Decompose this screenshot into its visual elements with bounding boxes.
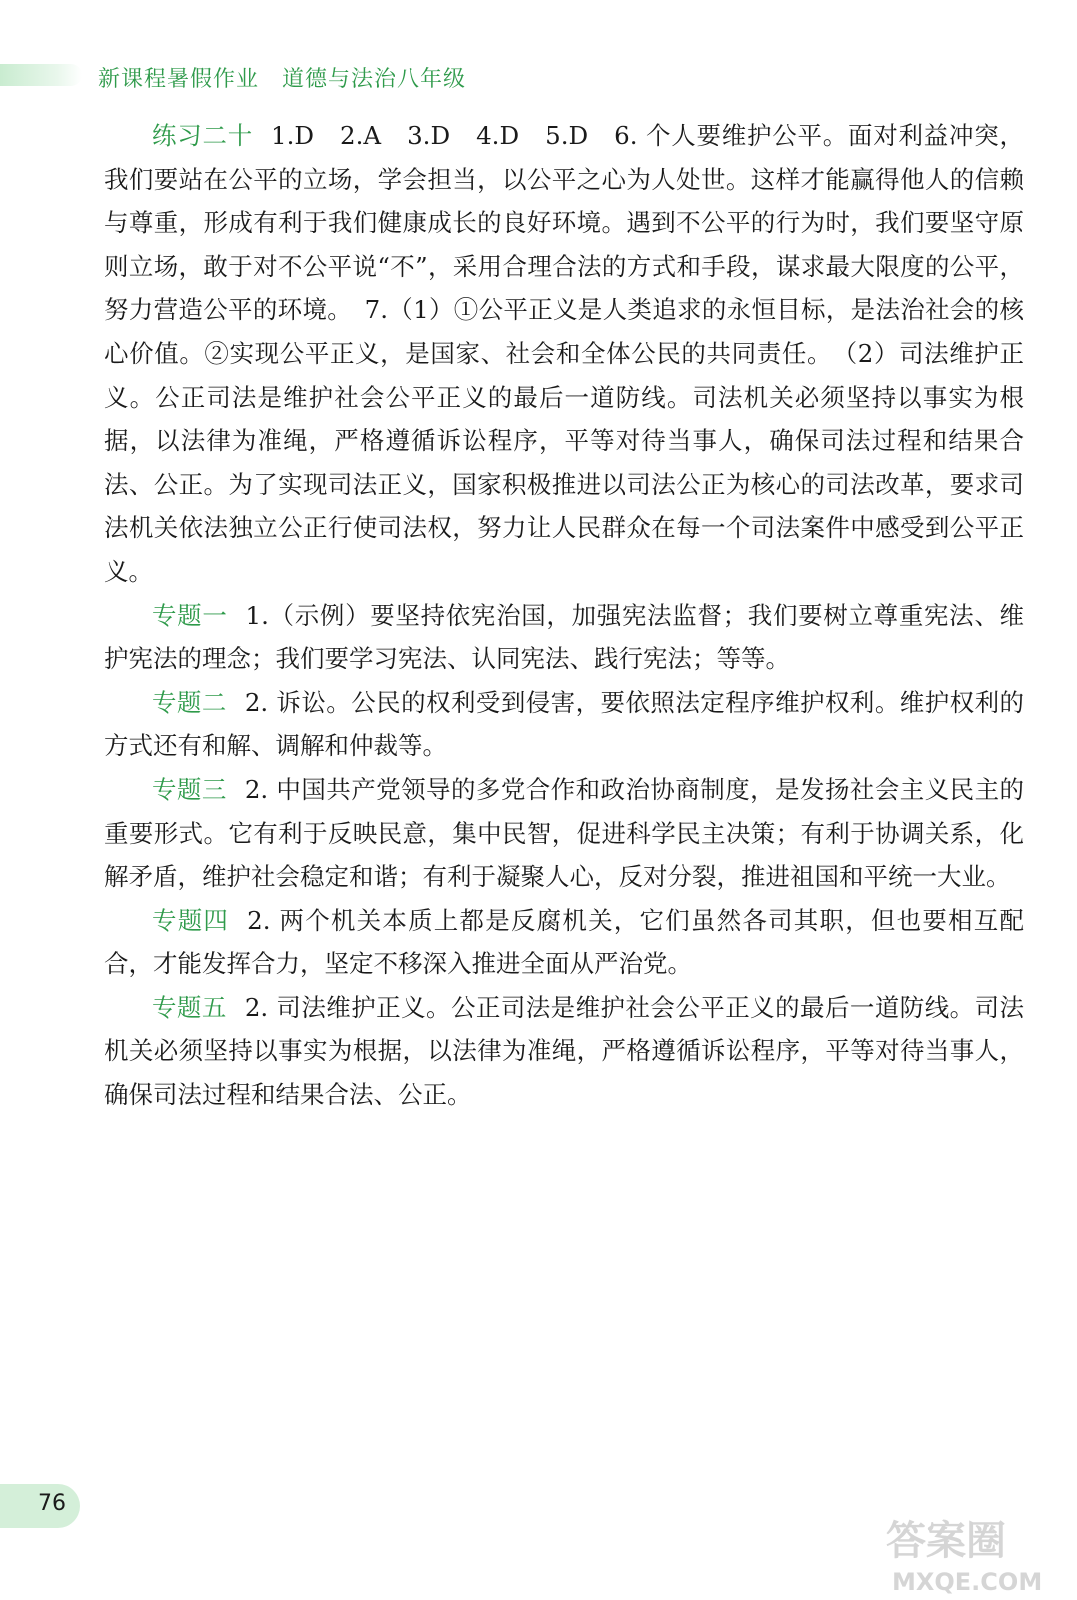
section-text: 1.（示例）要坚持依宪治国，加强宪法监督；我们要树立尊重宪法、维护宪法的理念；我们要学习宪法、认同宪法、践行宪法；等等。 [104,600,1025,674]
section-label: 专题五 [152,992,227,1022]
answer-paragraph-topic-1 [104,594,1024,681]
watermark-logo [880,1506,1070,1596]
book-subject-title: 道德与法治八年级 [282,67,467,92]
section-label: 专题四 [152,905,230,935]
section-text: 1.D 2.A 3.D 4.D 5.D 6. 个人要维护公平。面对利益冲突，我们要站在公平的立场，学会担当，以公平之心为人处世。这样才能赢得他人的信赖与尊重，形成有利于我们健康成长的良好环境。遇到不公平的行为时，我们要坚守原则立场，敢于对不公平说“不”，采用合理合法的方式和手段，谋求最大限度的公平，努力营造公平的环境。 7.（1）①公平正义是人类追求的永恒目标，是法治社会的核心价值。②实现公平正义，是国家、社会和全体公民的共同责任。 （2）司法维护正义。公正司法是维护社会公平正义的最后一道防线。司法机关必须坚持以事实为根据，以法律为准绳，严格遵循诉讼程序，平等对待当事人，确保司法过程和结果合法、公正。为了实现司法正义，国家积极推进以司法公正为核心的司法改革，要求司法机关依法独立公正行使司法权，努力让人民群众在每一个司法案件中感受到公平正义。 [104,121,1025,586]
answer-paragraph-topic-5 [104,986,1024,1117]
page-number: 76 [38,1491,66,1516]
header-decoration-bar [0,64,82,86]
answer-paragraph-topic-2 [104,681,1024,768]
section-label: 专题三 [152,774,227,804]
section-text: 2. 两个机关本质上都是反腐机关，它们虽然各司其职，但也要相互配合，才能发挥合力，坚定不移深入推进全面从严治党。 [104,905,1024,979]
section-label: 专题二 [152,687,227,717]
section-label: 专题一 [152,600,228,630]
answer-paragraph-exercise-20 [104,114,1024,594]
section-text: 2. 中国共产党领导的多党合作和政治协商制度，是发扬社会主义民主的重要形式。它有利于反映民意，集中民智，促进科学民主决策；有利于协调关系，化解矛盾，维护社会稳定和谐；有利于凝聚人心，反对分裂，推进祖国和平统一大业。 [104,774,1024,892]
book-series-title: 新课程暑假作业 [98,67,260,92]
answer-paragraph-topic-3 [104,768,1024,899]
section-label: 练习二十 [152,121,253,150]
answer-paragraph-topic-4 [104,899,1024,986]
section-text: 2. 司法维护正义。公正司法是维护社会公平正义的最后一道防线。司法机关必须坚持以事实为根据，以法律为准绳，严格遵循诉讼程序，平等对待当事人，确保司法过程和结果合法、公正。 [104,992,1024,1110]
watermark-url: MXQE.COM [892,1568,1043,1596]
section-text: 2. 诉讼。公民的权利受到侵害，要依照法定程序维护权利。维护权利的方式还有和解、调解和仲裁等。 [104,687,1024,761]
answer-content [104,114,1024,1117]
watermark-text: 答案圈 [886,1518,1006,1564]
